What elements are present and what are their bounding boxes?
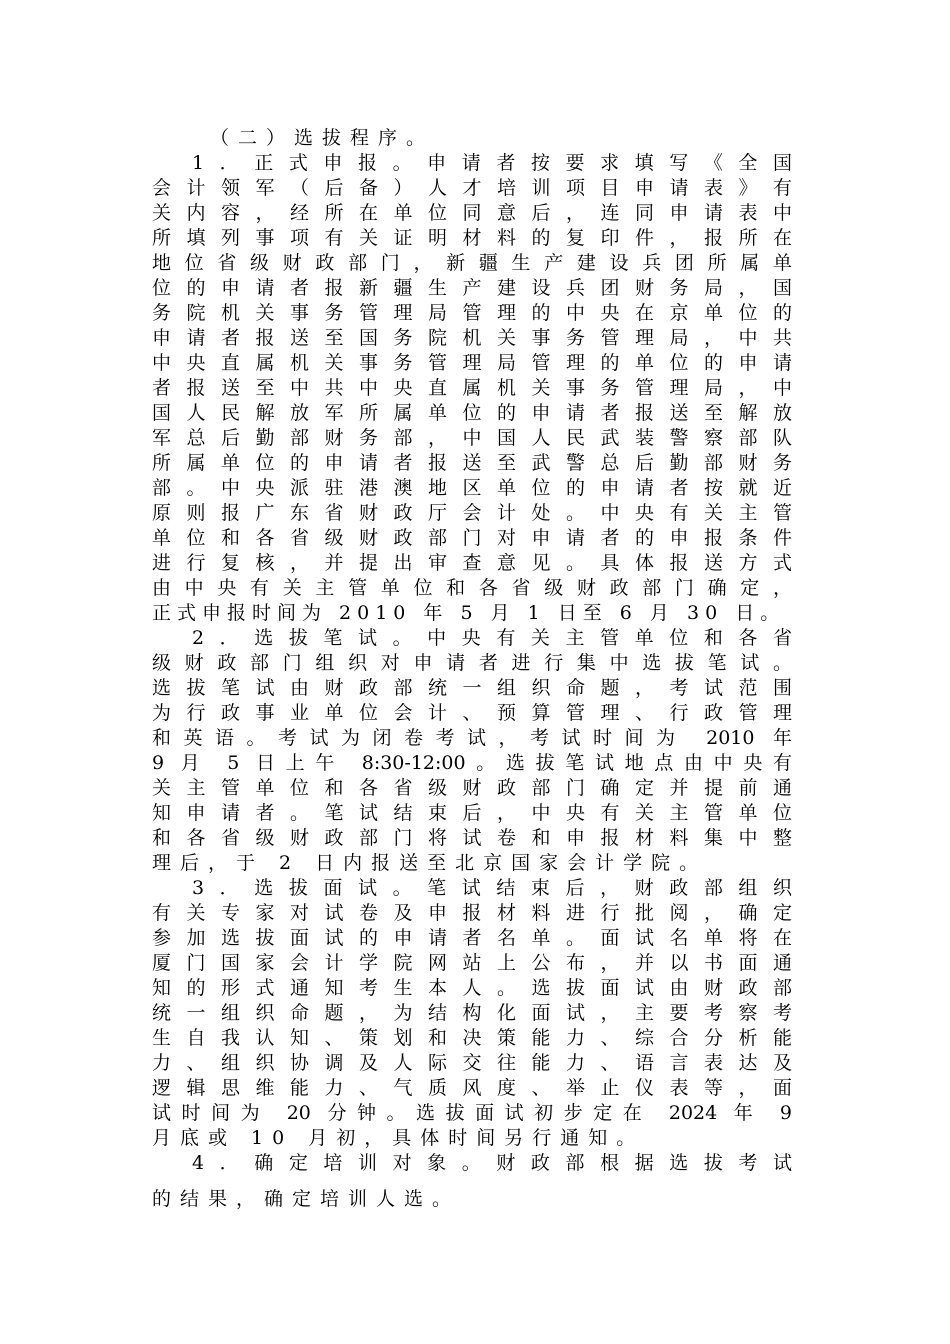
paragraph-line: 4．确定培训对象。财政部根据选拔考试	[192, 1152, 792, 1174]
paragraph-line: 所填列事项有关证明材料的复印件，报所在	[152, 227, 792, 249]
paragraph-line: 军总后勤部财务部，中国人民武装警察部队	[152, 427, 792, 449]
paragraph-line: 生自我认知、策划和决策能力、综合分析能	[152, 1027, 792, 1049]
paragraph-line: 理后，于 2 日内报送至北京国家会计学院。	[152, 852, 708, 874]
paragraph-line: 进行复核，并提出审查意见。具体报送方式	[152, 552, 792, 574]
paragraph-line: 知申请者。笔试结束后，中央有关主管单位	[152, 802, 792, 824]
paragraph-line: 厦门国家会计学院网站上公布，并以书面通	[152, 952, 792, 974]
paragraph-line: 月底或 10 月初，具体时间另行通知。	[152, 1127, 645, 1149]
paragraph-line: 9 月 5 日上午 8:30-12:00。选拔笔试地点由中央有	[152, 752, 792, 774]
paragraph-line: 申请者报送至国务院机关事务管理局，中共	[152, 327, 792, 349]
paragraph-line: 部。中央派驻港澳地区单位的申请者按就近	[152, 477, 792, 499]
paragraph-line: 和各省级财政部门将试卷和申报材料集中整	[152, 827, 792, 849]
paragraph-line: 级财政部门组织对申请者进行集中选拔笔试。	[152, 652, 792, 674]
paragraph-line: 统一组织命题，为结构化面试，主要考察考	[152, 1002, 792, 1024]
paragraph-line: 2．选拔笔试。中央有关主管单位和各省	[192, 627, 792, 649]
paragraph-line: 位的申请者报新疆生产建设兵团财务局，国	[152, 277, 792, 299]
paragraph-line: 和英语。考试为闭卷考试，考试时间为 2010 年	[152, 727, 792, 749]
paragraph-line: 所属单位的申请者报送至武警总后勤部财务	[152, 452, 792, 474]
paragraph-line: 者报送至中共中央直属机关事务管理局，中	[152, 377, 792, 399]
paragraph-line: 务院机关事务管理局管理的中央在京单位的	[152, 302, 792, 324]
paragraph-line: 选拔笔试由财政部统一组织命题，考试范围	[152, 677, 792, 699]
paragraph-line: 参加选拔面试的申请者名单。面试名单将在	[152, 927, 792, 949]
paragraph-line: 逻辑思维能力、气质风度、举止仪表等，面	[152, 1077, 792, 1099]
paragraph-line: 为行政事业单位会计、预算管理、行政管理	[152, 702, 792, 724]
paragraph-line: 关内容，经所在单位同意后，连同申请表中	[152, 202, 792, 224]
paragraph-line: 有关专家对试卷及申报材料进行批阅，确定	[152, 902, 792, 924]
paragraph-line: 力、组织协调及人际交往能力、语言表达及	[152, 1052, 792, 1074]
paragraph-line: 原则报广东省财政厅会计处。中央有关主管	[152, 502, 792, 524]
paragraph-line: 由中央有关主管单位和各省级财政部门确定，	[152, 577, 792, 599]
paragraph-line: 地位省级财政部门，新疆生产建设兵团所属单	[152, 252, 792, 274]
paragraph-line: 3．选拔面试。笔试结束后，财政部组织	[192, 877, 792, 899]
paragraph-line: 1．正式申报。申请者按要求填写《全国	[192, 152, 792, 174]
paragraph-line: 知的形式通知考生本人。选拔面试由财政部	[152, 977, 792, 999]
paragraph-line: 中央直属机关事务管理局管理的单位的申请	[152, 352, 792, 374]
paragraph-line: 的结果，确定培训人选。	[152, 1188, 461, 1210]
paragraph-line: 单位和各省级财政部门对申请者的申报条件	[152, 527, 792, 549]
paragraph-line: 国人民解放军所属单位的申请者报送至解放	[152, 402, 792, 424]
paragraph-line: 正式申报时间为 2010 年 5 月 1 日至 6 月 30 日。	[152, 602, 786, 624]
section-heading: （二）选拔程序。	[210, 127, 435, 149]
paragraph-line: 会计领军（后备）人才培训项目申请表》有	[152, 177, 792, 199]
paragraph-line: 试时间为 20 分钟。选拔面试初步定在 2024 年 9	[152, 1102, 792, 1124]
paragraph-line: 关主管单位和各省级财政部门确定并提前通	[152, 777, 792, 799]
